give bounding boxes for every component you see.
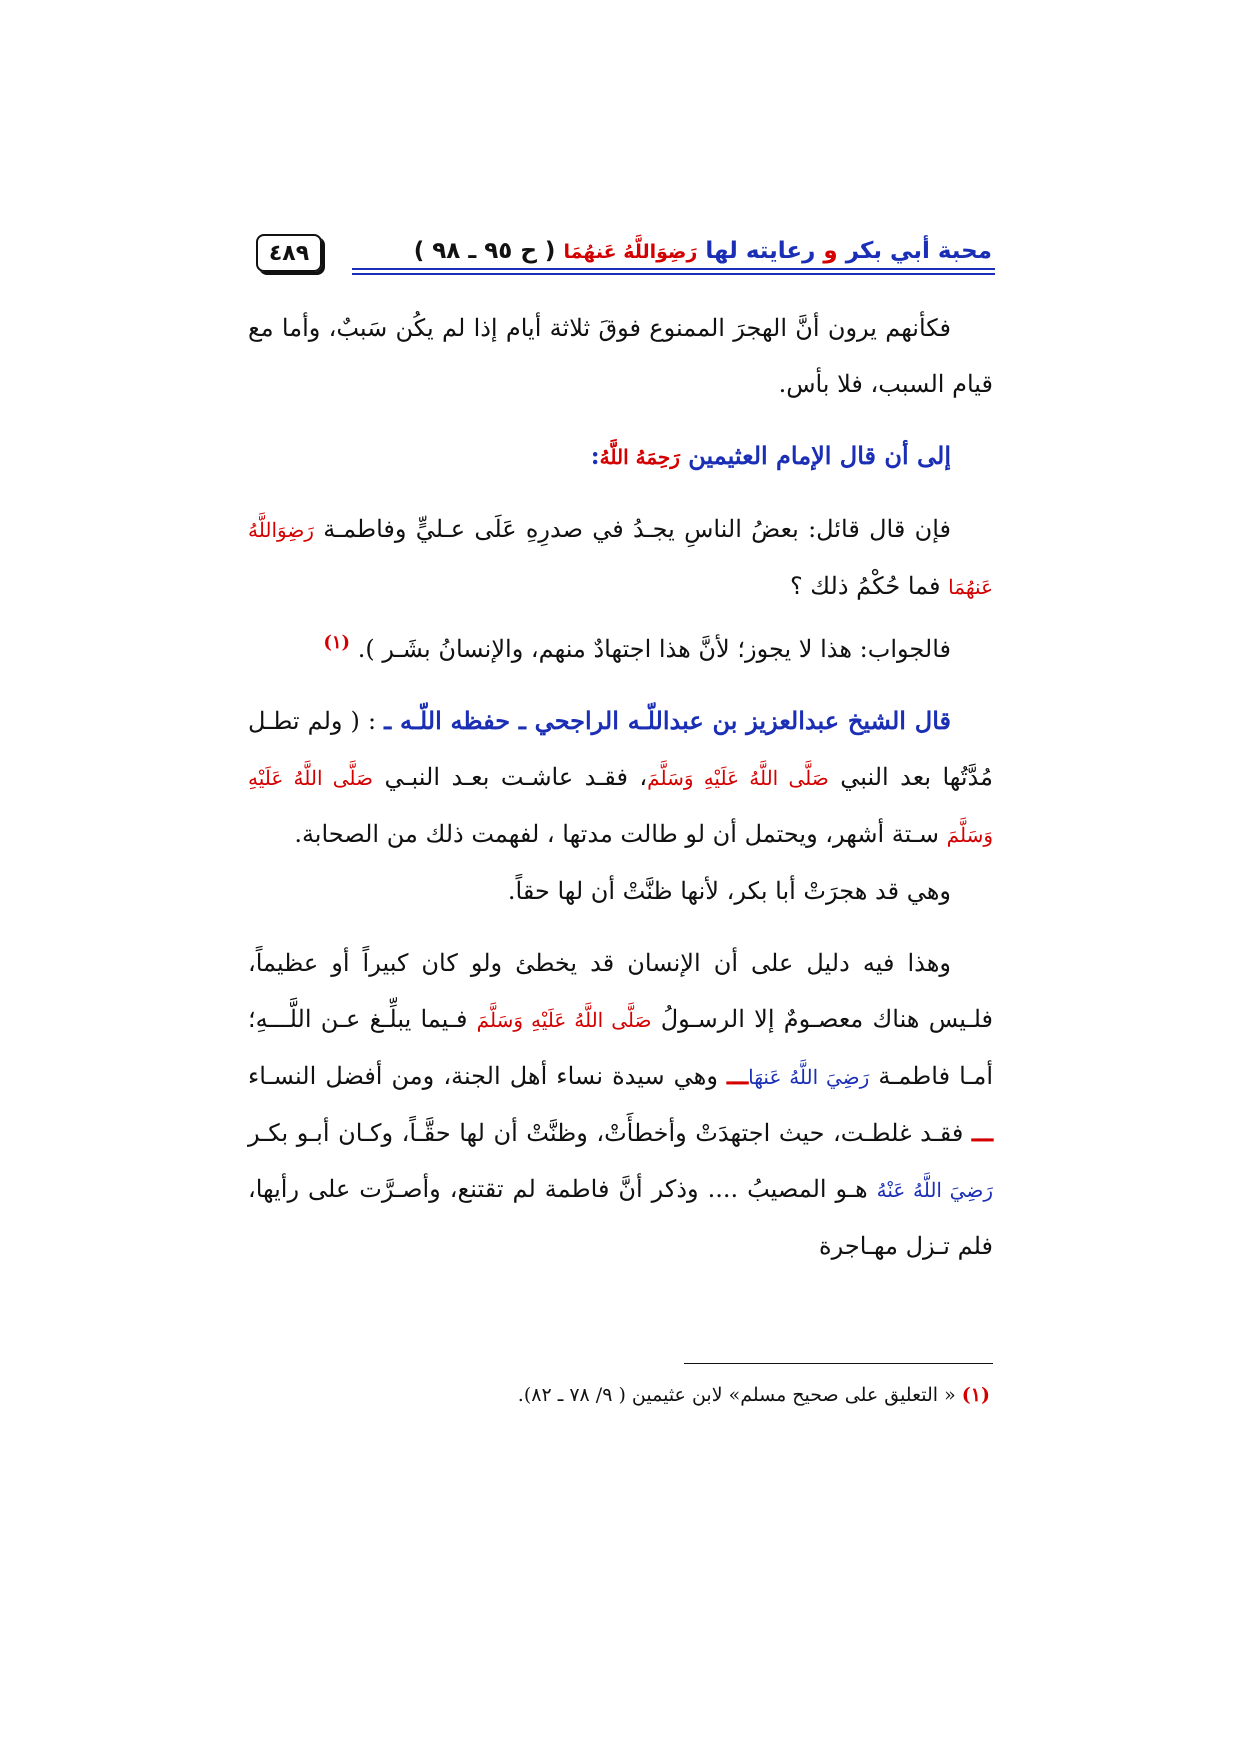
honorific-fatima: رَضِيَ اللَّهُ عَنهَا bbox=[748, 1065, 870, 1089]
paragraph-4-text-a: : ( ولم تطـل مُدَّتُها بعد النبي bbox=[248, 707, 993, 791]
heading-rajhi: قال الشيخ عبدالعزيز بن عبداللّـه الراجحي ـ حفظه اللّـه ـ bbox=[384, 706, 951, 735]
paragraph-6-text-b: فـيما يبلِّـغ عـن اللَّـــهِ؛ أمـا فاطمـة bbox=[248, 1005, 993, 1090]
salla-honorific-2: صَلَّى اللَّهُ عَلَيْهِ وَسَلَّمَ bbox=[248, 766, 993, 847]
main-text bbox=[248, 300, 993, 1274]
footnote-text: « التعليق على صحيح مسلم» لابن عثيمين ( ٩/ ٧٨ ـ ٨٢). bbox=[517, 1384, 956, 1406]
footnote-reference[interactable]: (١) bbox=[323, 632, 351, 653]
paragraph-5-text: وهي قد هجرَتْ أبا بكر، لأنها ظنَّتْ أن لها حقاً. bbox=[507, 877, 951, 905]
paragraph-4-text-b: ، فقـد عاشـت بعـد النبـي bbox=[384, 763, 648, 791]
paragraph-3-text: فالجواب: هذا لا يجوز؛ لأنَّ هذا اجتهادٌ منهم، والإنسانُ بشَـر ). bbox=[357, 635, 951, 663]
paragraph-2-question: فما حُكْمُ ذلك ؟ bbox=[789, 572, 941, 600]
paragraph-6-text-c: وهي سيدة نساء أهل الجنة، ومن أفضل النسـاء bbox=[248, 1062, 718, 1090]
salla-honorific-3: صَلَّى اللَّهُ عَلَيْهِ وَسَلَّمَ bbox=[476, 1008, 652, 1032]
running-header bbox=[414, 238, 992, 264]
paragraph-1-line-1: فكأنهم يرون أنَّ الهجرَ الممنوع فوقَ ثلاثة أيام إذا لم يكُن سَببٌ، وأما مع bbox=[248, 314, 951, 342]
dash-1: ـــ bbox=[727, 1061, 749, 1090]
paragraph-6-text-e: هـو المصيبُ .... وذكر أنَّ فاطمة لم تقتنع، وأصـرَّت على رأيها، فلم تـزل مهـاجرة bbox=[248, 1175, 993, 1260]
salla-honorific-1: صَلَّى اللَّهُ عَلَيْهِ وَسَلَّمَ bbox=[647, 766, 829, 790]
header-rule-bottom bbox=[352, 273, 995, 275]
header-conjunction: و bbox=[823, 238, 838, 264]
heading-uthaymeen bbox=[248, 428, 993, 485]
header-rule-top bbox=[352, 268, 995, 270]
heading-uthaymeen-honorific: رَحِمَهُ اللَّهُ bbox=[599, 445, 680, 469]
paragraph-4-text-c: سـتة أشهر، ويحتمل أن لو طالت مدتها ، لفهمت ذلك من الصحابة. bbox=[294, 820, 939, 848]
honorific-abu-bakr: رَضِيَ اللَّهُ عَنْهُ bbox=[876, 1178, 993, 1202]
heading-uthaymeen-text: إلى أن قال الإمام العثيمين bbox=[688, 441, 951, 470]
paragraph-1-line-2: قيام السبب، فلا بأس. bbox=[778, 370, 993, 398]
paragraph-2 bbox=[248, 501, 993, 615]
header-title-rest: رعايته لها bbox=[705, 238, 816, 264]
paragraph-6-text-a: وهذا فيه دليل على أن الإنسان قد يخطئ ولو كان كبيراً أو عظيماً، فلـيس هناك معصـومٌ إلا الرسـولُ bbox=[248, 949, 993, 1033]
header-honorific: رَضِوَاللَّهُ عَنهُمَا bbox=[563, 241, 698, 263]
dash-2: ـــ bbox=[971, 1118, 993, 1147]
paragraph-2-honorific: رَضِوَاللَّهُ عَنهُمَا bbox=[248, 518, 993, 599]
footnote-separator bbox=[684, 1363, 993, 1364]
paragraph-4 bbox=[248, 693, 993, 863]
page-number-box bbox=[256, 234, 322, 272]
page-number: ٤٨٩ bbox=[268, 240, 310, 266]
paragraph-3 bbox=[248, 615, 993, 677]
paragraph-2-text: فإن قال قائل: بعضُ الناسِ يجـدُ في صدرِهِ عَلَى عـليٍّ وفاطمـة bbox=[323, 515, 951, 543]
header-reference: ( ح ٩٥ ـ ٩٨ ) bbox=[413, 238, 556, 264]
header-title: محبة أبي بكر bbox=[845, 238, 992, 264]
paragraph-5 bbox=[248, 863, 993, 919]
footnote bbox=[518, 1384, 990, 1406]
paragraph-6 bbox=[248, 935, 993, 1274]
paragraph-6-text-d: فقـد غلطـت، حيث اجتهدَتْ وأخطأَتْ، وظنَّتْ أن لها حقَّـاً، وكـان أبـو بكـر bbox=[248, 1119, 964, 1147]
paragraph-1 bbox=[248, 300, 993, 412]
heading-uthaymeen-colon: : bbox=[590, 441, 600, 470]
footnote-number: (١) bbox=[961, 1384, 990, 1406]
